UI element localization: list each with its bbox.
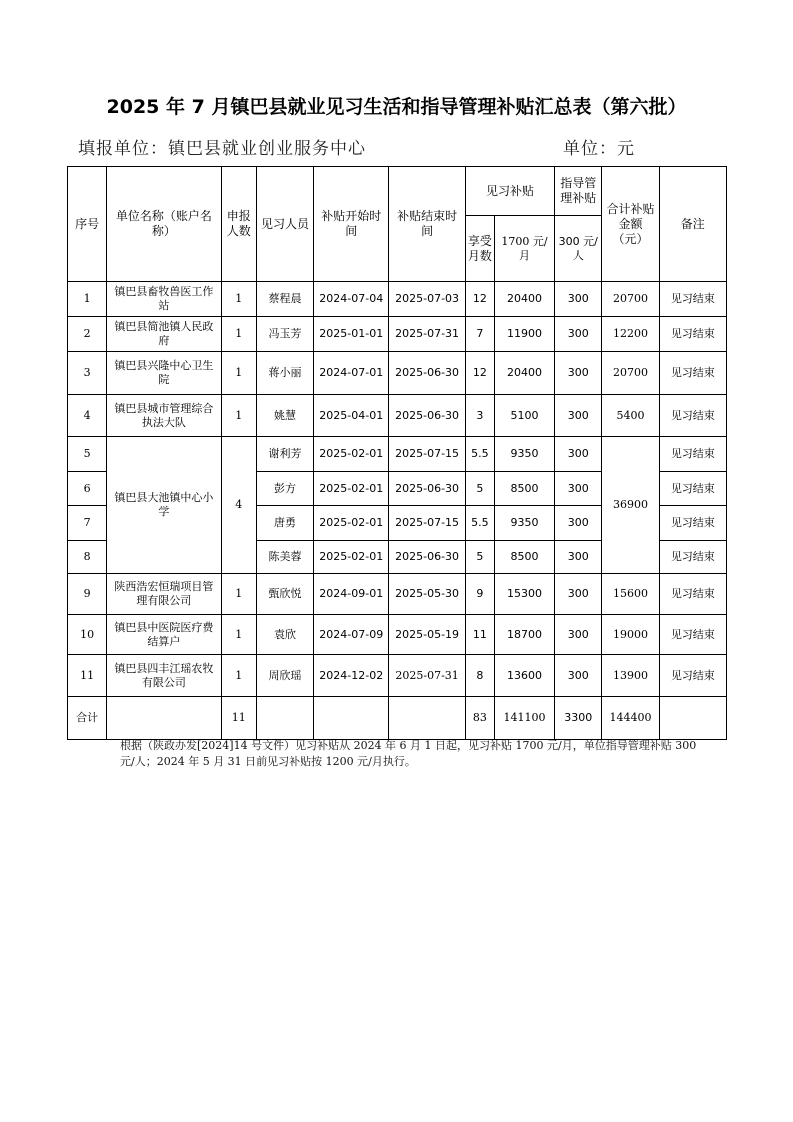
header-trainee: 见习人员 [256,167,313,282]
cell-count: 1 [221,655,256,697]
cell-guide: 300 [555,506,602,541]
table-row [68,352,727,395]
table-row [68,395,727,437]
totals-unit-empty [107,697,222,740]
cell-seq: 3 [68,352,107,395]
table-row [68,282,727,317]
cell-end: 2025-07-03 [389,282,465,317]
cell-months: 7 [465,317,494,352]
cell-unit: 镇巴县畜牧兽医工作站 [107,282,222,317]
cell-remark: 见习结束 [659,437,726,472]
cell-unit: 镇巴县中医院医疗费结算户 [107,615,222,655]
cell-start: 2025-02-01 [314,506,389,541]
cell-unit: 镇巴县城市管理综合执法大队 [107,395,222,437]
cell-end: 2025-06-30 [389,395,465,437]
totals-row [68,697,727,740]
cell-guide: 300 [555,655,602,697]
cell-subsidy: 20400 [494,352,554,395]
cell-seq: 9 [68,574,107,615]
cell-months: 5.5 [465,506,494,541]
cell-count: 1 [221,615,256,655]
cell-name: 陈美蓉 [256,541,313,574]
cell-guide: 300 [555,352,602,395]
header-remark: 备注 [659,167,726,282]
page-title: 2025 年 7 月镇巴县就业见习生活和指导管理补贴汇总表（第六批） [106,96,687,118]
cell-count: 1 [221,574,256,615]
footnote: 根据（陕政办发[2024]14 号文件）见习补贴从 2024 年 6 月 1 日起，见习补贴 1700 元/月，单位指导管理补贴 300 元/人；2024 年 5 月 31 日前见习补贴按 1200 元/月执行。 [120,739,697,768]
cell-name: 唐勇 [256,506,313,541]
cell-seq: 11 [68,655,107,697]
cell-total: 36900 [602,437,659,574]
totals-count: 11 [221,697,256,740]
cell-subsidy: 8500 [494,472,554,506]
cell-name: 谢利芳 [256,437,313,472]
cell-months: 12 [465,282,494,317]
cell-subsidy: 20400 [494,282,554,317]
cell-subsidy: 9350 [494,506,554,541]
cell-start: 2024-07-04 [314,282,389,317]
cell-start: 2025-02-01 [314,437,389,472]
cell-subsidy: 15300 [494,574,554,615]
cell-remark: 见习结束 [659,395,726,437]
cell-total: 20700 [602,282,659,317]
cell-seq: 1 [68,282,107,317]
fill-unit-label: 填报单位：镇巴县就业创业服务中心 [78,139,366,159]
cell-count: 1 [221,395,256,437]
cell-start: 2024-07-01 [314,352,389,395]
cell-remark: 见习结束 [659,472,726,506]
cell-remark: 见习结束 [659,574,726,615]
header-seq: 序号 [68,167,107,282]
cell-count: 1 [221,352,256,395]
cell-end: 2025-05-19 [389,615,465,655]
cell-unit: 镇巴县兴隆中心卫生院 [107,352,222,395]
cell-end: 2025-06-30 [389,541,465,574]
subsidy-summary-table [67,166,727,740]
cell-months: 12 [465,352,494,395]
cell-end: 2025-07-15 [389,506,465,541]
cell-start: 2025-02-01 [314,541,389,574]
cell-end: 2025-06-30 [389,352,465,395]
totals-end-empty [389,697,465,740]
header-guide-rate: 300 元/人 [555,216,602,282]
cell-subsidy: 11900 [494,317,554,352]
cell-months: 9 [465,574,494,615]
cell-end: 2025-07-15 [389,437,465,472]
table-row [68,615,727,655]
cell-count: 1 [221,282,256,317]
cell-end: 2025-07-31 [389,317,465,352]
cell-end: 2025-06-30 [389,472,465,506]
cell-remark: 见习结束 [659,282,726,317]
cell-total: 20700 [602,352,659,395]
table-row [68,655,727,697]
totals-name-empty [256,697,313,740]
cell-guide: 300 [555,317,602,352]
cell-remark: 见习结束 [659,506,726,541]
cell-unit: 镇巴县简池镇人民政府 [107,317,222,352]
cell-months: 5.5 [465,437,494,472]
cell-months: 3 [465,395,494,437]
cell-remark: 见习结束 [659,655,726,697]
cell-end: 2025-07-31 [389,655,465,697]
header-trainee-subsidy: 见习补贴 [465,167,554,216]
cell-guide: 300 [555,437,602,472]
cell-name: 甄欣悦 [256,574,313,615]
cell-subsidy: 9350 [494,437,554,472]
header-rate: 1700 元/月 [494,216,554,282]
cell-seq: 2 [68,317,107,352]
header-applicants: 申报人数 [221,167,256,282]
cell-unit: 陕西浩宏恒瑞项目管理有限公司 [107,574,222,615]
cell-unit: 镇巴县四丰江瑶农牧有限公司 [107,655,222,697]
totals-guide: 3300 [555,697,602,740]
header-start-date: 补贴开始时间 [314,167,389,282]
cell-name: 蔡程晨 [256,282,313,317]
cell-total: 19000 [602,615,659,655]
table-row [68,437,727,472]
cell-months: 11 [465,615,494,655]
totals-remark-empty [659,697,726,740]
cell-start: 2024-09-01 [314,574,389,615]
cell-start: 2025-01-01 [314,317,389,352]
cell-seq: 5 [68,437,107,472]
header-total: 合计补贴金额（元） [602,167,659,282]
header-unit-name: 单位名称（账户名称） [107,167,222,282]
cell-count: 1 [221,317,256,352]
table-row [68,317,727,352]
cell-guide: 300 [555,541,602,574]
cell-name: 姚慧 [256,395,313,437]
totals-months: 83 [465,697,494,740]
header-guidance-subsidy: 指导管理补贴 [555,167,602,216]
cell-guide: 300 [555,395,602,437]
cell-start: 2025-02-01 [314,472,389,506]
cell-total: 12200 [602,317,659,352]
cell-subsidy: 18700 [494,615,554,655]
totals-subsidy: 141100 [494,697,554,740]
currency-unit-label: 单位：元 [563,139,635,159]
cell-subsidy: 5100 [494,395,554,437]
cell-name: 袁欣 [256,615,313,655]
cell-start: 2024-07-09 [314,615,389,655]
cell-seq: 6 [68,472,107,506]
cell-seq: 10 [68,615,107,655]
cell-guide: 300 [555,282,602,317]
cell-remark: 见习结束 [659,352,726,395]
cell-months: 5 [465,472,494,506]
cell-guide: 300 [555,574,602,615]
cell-seq: 4 [68,395,107,437]
cell-name: 蒋小丽 [256,352,313,395]
cell-name: 周欣瑶 [256,655,313,697]
cell-total: 5400 [602,395,659,437]
cell-count: 4 [221,437,256,574]
cell-months: 5 [465,541,494,574]
totals-label: 合计 [68,697,107,740]
cell-total: 13900 [602,655,659,697]
totals-start-empty [314,697,389,740]
header-months: 享受月数 [465,216,494,282]
cell-remark: 见习结束 [659,541,726,574]
cell-start: 2024-12-02 [314,655,389,697]
cell-seq: 7 [68,506,107,541]
cell-name: 冯玉芳 [256,317,313,352]
cell-name: 彭方 [256,472,313,506]
cell-total: 15600 [602,574,659,615]
cell-guide: 300 [555,472,602,506]
cell-guide: 300 [555,615,602,655]
header-end-date: 补贴结束时间 [389,167,465,282]
cell-seq: 8 [68,541,107,574]
cell-remark: 见习结束 [659,615,726,655]
cell-months: 8 [465,655,494,697]
totals-total: 144400 [602,697,659,740]
cell-remark: 见习结束 [659,317,726,352]
cell-subsidy: 13600 [494,655,554,697]
cell-end: 2025-05-30 [389,574,465,615]
cell-unit: 镇巴县大池镇中心小学 [107,437,222,574]
table-row [68,574,727,615]
cell-subsidy: 8500 [494,541,554,574]
cell-start: 2025-04-01 [314,395,389,437]
